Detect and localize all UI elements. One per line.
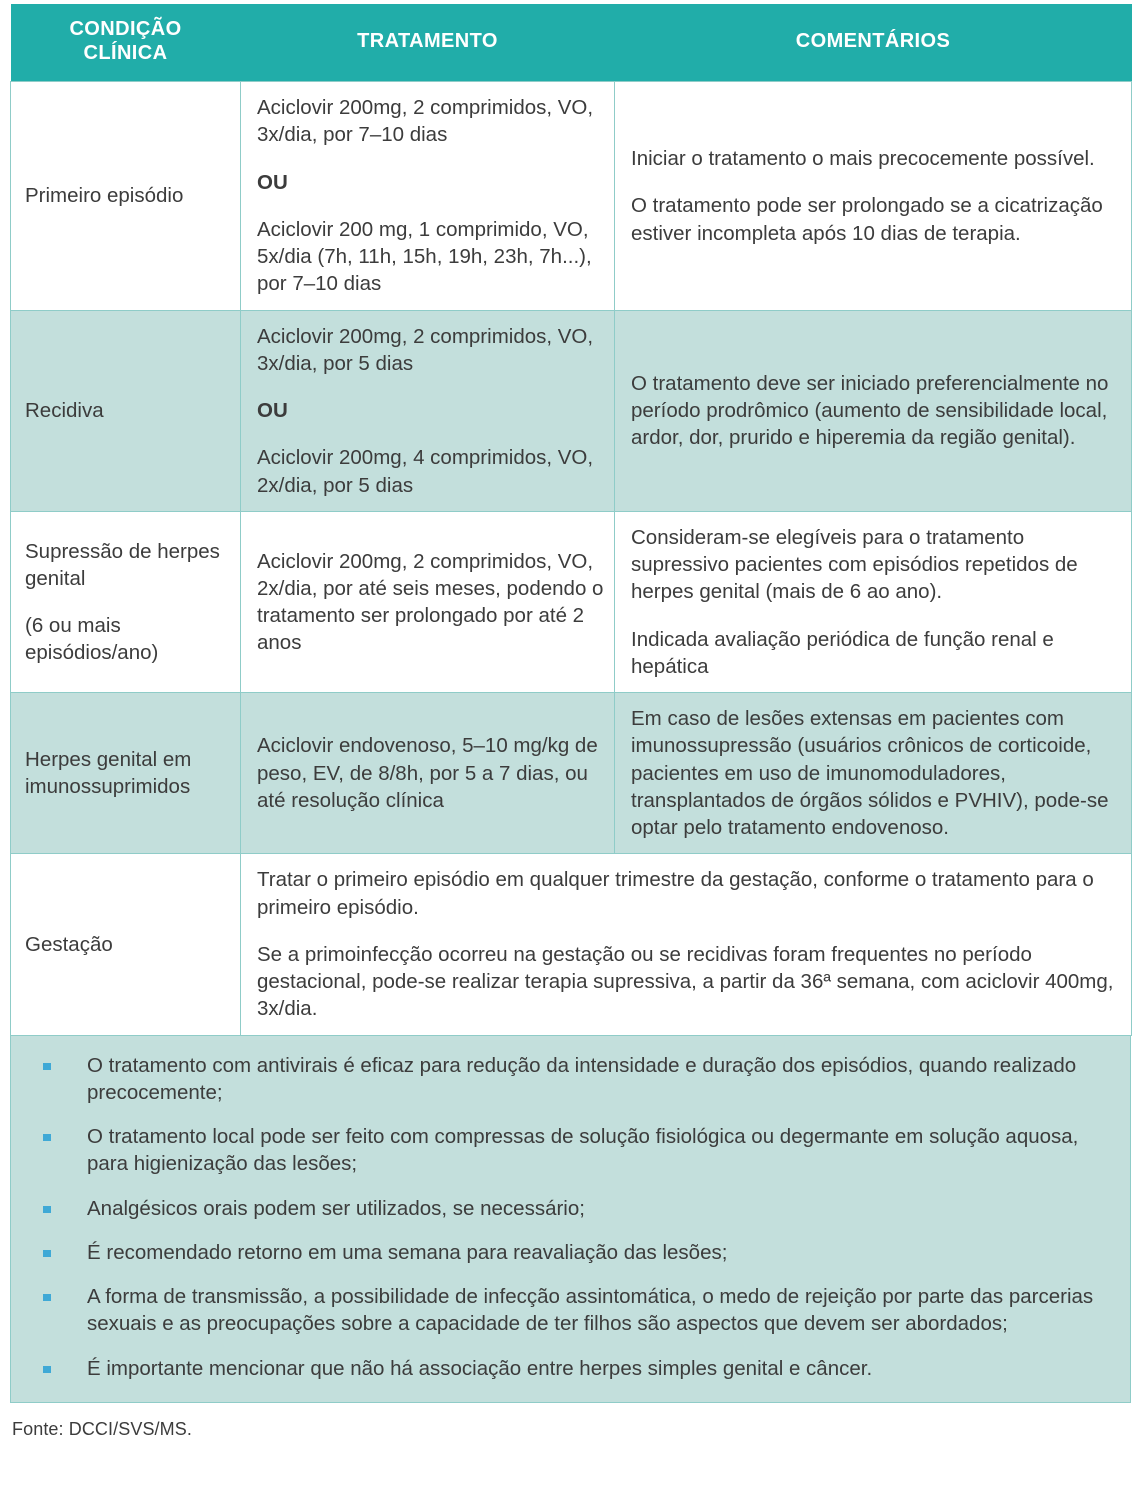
table-header — [11, 4, 1132, 82]
cell-condition: Primeiro episódio — [11, 82, 241, 311]
comment-paragraph-1: Iniciar o tratamento o mais precocemente possível. — [631, 147, 1095, 171]
note-text: O tratamento local pode ser feito com compressas de solução fisiológica ou degermante em solução aquosa, para higienização das lesões; — [87, 1125, 1079, 1176]
column-header-condition-line1: CONDIÇÃO — [69, 18, 182, 40]
column-header-treatment: TRATAMENTO — [241, 4, 615, 82]
cell-condition: Gestação — [11, 854, 241, 1035]
column-header-condition — [11, 4, 241, 82]
table-row — [11, 511, 1132, 692]
treatment-option-1: Aciclovir 200mg, 2 comprimidos, VO, 3x/dia, por 7–10 dias — [257, 96, 594, 147]
bullet-square-icon — [43, 1294, 51, 1301]
cell-comments — [615, 693, 1132, 854]
treatment-or-separator: OU — [257, 170, 288, 194]
cell-treatment — [241, 82, 615, 311]
cell-condition — [11, 511, 241, 692]
comment-paragraph-2: O tratamento pode ser prolongado se a cicatrização estiver incompleta após 10 dias de terapia. — [631, 194, 1103, 245]
comment-paragraph-2: Indicada avaliação periódica de função renal e hepática — [631, 627, 1054, 678]
list-item — [29, 1052, 1112, 1107]
treatment-option-1: Aciclovir endovenoso, 5–10 mg/kg de peso, EV, de 8/8h, por 5 a 7 dias, ou até resolução clínica — [257, 734, 598, 812]
cell-comments — [615, 310, 1132, 511]
column-header-comments: COMENTÁRIOS — [615, 4, 1132, 82]
notes-panel — [10, 1036, 1131, 1403]
cell-comments — [615, 82, 1132, 311]
note-text: Analgésicos orais podem ser utilizados, se necessário; — [87, 1196, 585, 1220]
table-row-gestacao — [11, 854, 1132, 1035]
bullet-square-icon — [43, 1063, 51, 1070]
table-row — [11, 693, 1132, 854]
comment-paragraph-1: Em caso de lesões extensas em pacientes com imunossupressão (usuários crônicos de corticoide, pacientes em uso de imunomoduladores, transplantados de órgãos sólidos e PVHIV), pode-se optar pelo tratamento endovenoso. — [631, 707, 1109, 840]
treatment-option-1: Aciclovir 200mg, 2 comprimidos, VO, 3x/dia, por 5 dias — [257, 324, 594, 375]
treatment-or-separator: OU — [257, 399, 288, 423]
cell-treatment — [241, 693, 615, 854]
note-text: A forma de transmissão, a possibilidade de infecção assintomática, o medo de rejeição por parte das parcerias sexuais e as preocupações sobre a capacidade de ter filhos são aspectos que devem ser abordados; — [87, 1285, 1094, 1336]
cell-comments — [615, 511, 1132, 692]
comment-paragraph-1: O tratamento deve ser iniciado preferencialmente no período prodrômico (aumento de sensibilidade local, ardor, dor, prurido e hiperemia da região genital). — [631, 371, 1109, 450]
condition-title: Supressão de herpes genital — [25, 539, 220, 590]
note-text: É importante mencionar que não há associação entre herpes simples genital e câncer. — [87, 1356, 873, 1380]
treatment-option-1: Aciclovir 200mg, 2 comprimidos, VO, 2x/dia, por até seis meses, podendo o tratamento ser prolongado por até 2 anos — [257, 549, 604, 655]
comment-paragraph-1: Consideram-se elegíveis para o tratamento supressivo pacientes com episódios repetidos de herpes genital (mais de 6 ao ano). — [631, 525, 1078, 604]
list-item — [29, 1355, 1112, 1382]
list-item — [29, 1239, 1112, 1266]
list-item — [29, 1283, 1112, 1338]
gestacao-paragraph-2: Se a primoinfecção ocorreu na gestação ou se recidivas foram frequentes no período gestacional, pode-se realizar terapia supressiva, a partir da 36ª semana, com aciclovir 400mg, 3x/dia. — [257, 942, 1114, 1021]
gestacao-paragraph-1: Tratar o primeiro episódio em qualquer trimestre da gestação, conforme o tratamento para o primeiro episódio. — [257, 868, 1094, 919]
table-body — [11, 82, 1132, 1036]
cell-treatment — [241, 511, 615, 692]
list-item — [29, 1195, 1112, 1222]
note-text: O tratamento com antivirais é eficaz para redução da intensidade e duração dos episódios, quando realizado precocemente; — [87, 1053, 1077, 1104]
herpes-treatment-table — [10, 4, 1132, 1036]
treatment-guide-sheet — [0, 4, 1141, 1440]
bullet-square-icon — [43, 1206, 51, 1213]
condition-subnote: (6 ou mais episódios/ano) — [25, 614, 159, 665]
bullet-square-icon — [43, 1134, 51, 1141]
cell-condition: Herpes genital em imunossuprimidos — [11, 693, 241, 854]
bullet-square-icon — [43, 1366, 51, 1373]
cell-condition: Recidiva — [11, 310, 241, 511]
source-caption: Fonte: DCCI/SVS/MS. — [12, 1418, 192, 1439]
header-row — [11, 4, 1132, 82]
treatment-option-2: Aciclovir 200mg, 4 comprimidos, VO, 2x/dia, por 5 dias — [257, 446, 594, 497]
list-item — [29, 1123, 1112, 1178]
cell-treatment — [241, 310, 615, 511]
note-text: É recomendado retorno em uma semana para reavaliação das lesões; — [87, 1240, 728, 1264]
cell-gestacao-content — [241, 854, 1132, 1035]
treatment-option-2: Aciclovir 200 mg, 1 comprimido, VO, 5x/dia (7h, 11h, 15h, 19h, 23h, 7h...), por 7–10 dias — [257, 217, 592, 296]
bullet-square-icon — [43, 1250, 51, 1257]
table-row — [11, 310, 1132, 511]
column-header-condition-line2: CLÍNICA — [83, 41, 168, 64]
table-row — [11, 82, 1132, 311]
